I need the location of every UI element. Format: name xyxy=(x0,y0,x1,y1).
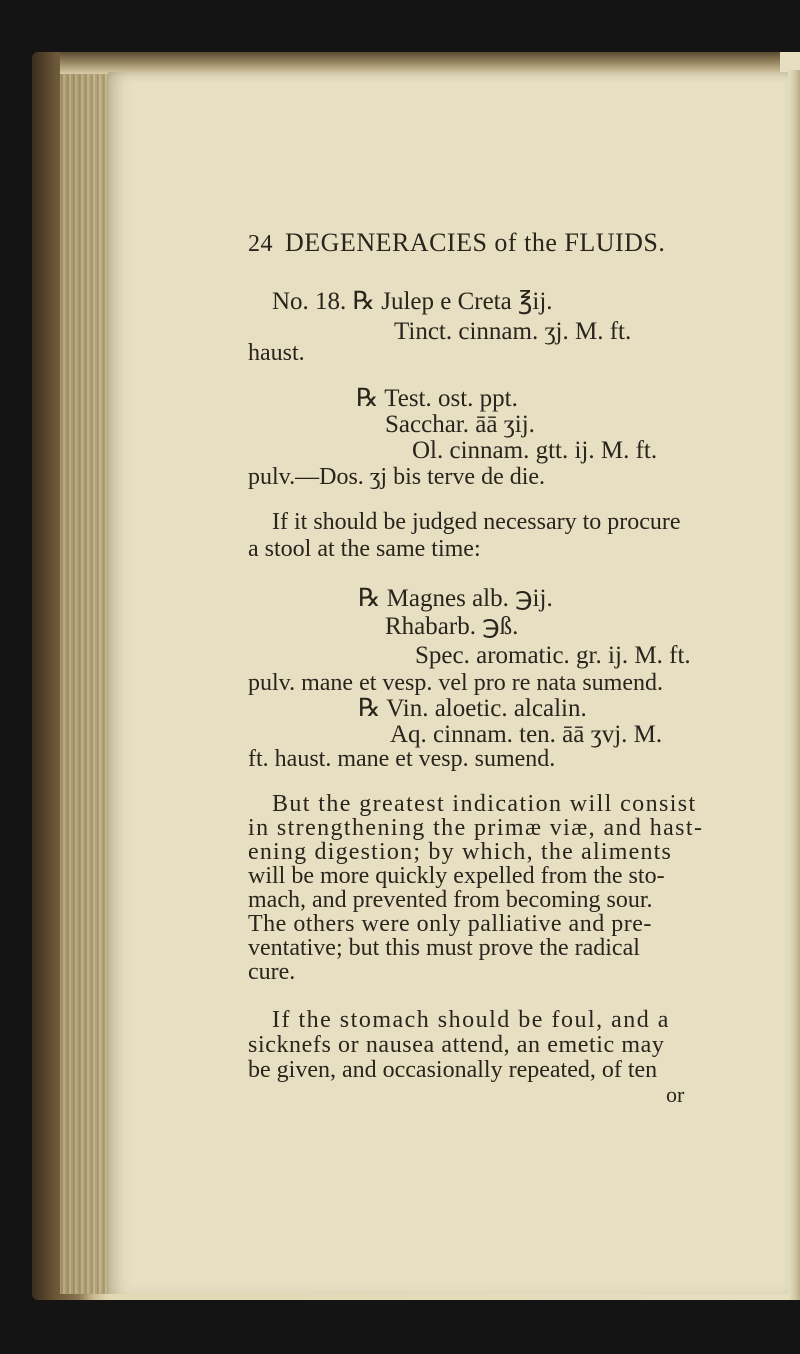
top-page-edge xyxy=(60,52,780,74)
text-line: If the stomach should be foul, and a xyxy=(272,1007,670,1033)
running-head xyxy=(248,228,665,259)
catchword: or xyxy=(666,1082,685,1107)
text-line: pulv. mane et vesp. vel pro re nata sumend. xyxy=(248,670,663,696)
page-gutter xyxy=(60,74,110,1294)
text-line: Spec. aromatic. gr. ij. M. ft. xyxy=(415,642,691,669)
text-line: ℞ Magnes alb. ℈ij. xyxy=(358,585,553,612)
text-line: Rhabarb. ℈ß. xyxy=(385,613,519,640)
text-line: Aq. cinnam. ten. āā ʒvj. M. xyxy=(390,721,663,748)
text-line: The others were only palliative and pre- xyxy=(248,911,652,937)
text-line: in strengthening the primæ viæ, and hast- xyxy=(248,815,704,841)
running-head-title: DEGENERACIES of the FLUIDS. xyxy=(285,228,666,257)
text-line: cure. xyxy=(248,959,296,985)
text-line: ft. haust. mane et vesp. sumend. xyxy=(248,746,556,772)
text-line: sicknefs or nausea attend, an emetic may xyxy=(248,1032,665,1058)
text-line: Ol. cinnam. gtt. ij. M. ft. xyxy=(412,437,658,464)
right-page-edge xyxy=(788,70,800,1300)
text-line: pulv.—Dos. ʒj bis terve de die. xyxy=(248,464,546,490)
text-line: be given, and occasionally repeated, of ten xyxy=(248,1057,658,1083)
text-line: No. 18. ℞ Julep e Creta ℥ij. xyxy=(272,288,553,315)
text-line: But the greatest indication will consist xyxy=(272,791,697,817)
text-line: will be more quickly expelled from the sto- xyxy=(248,863,665,889)
text-line: mach, and prevented from becoming sour. xyxy=(248,887,653,913)
text-line: ening digestion; by which, the aliments xyxy=(248,839,673,865)
text-line: ventative; but this must prove the radical xyxy=(248,935,640,961)
text-line: ℞ Vin. aloetic. alcalin. xyxy=(358,695,587,722)
text-line: Tinct. cinnam. ʒj. M. ft. xyxy=(394,318,632,345)
text-line: a stool at the same time: xyxy=(248,536,481,562)
text-line: If it should be judged necessary to procure xyxy=(272,509,681,535)
text-line: Sacchar. āā ʒij. xyxy=(385,411,535,438)
text-line: haust. xyxy=(248,340,305,366)
page-number: 24 xyxy=(248,231,273,257)
text-line: ℞ Test. ost. ppt. xyxy=(356,385,518,412)
